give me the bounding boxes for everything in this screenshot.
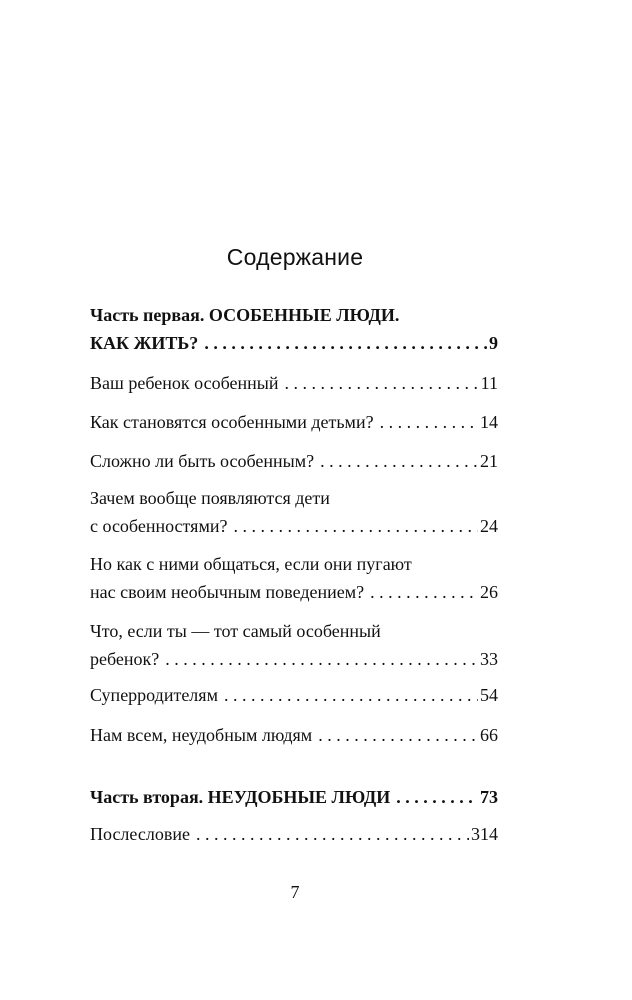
toc-entry-text: с особенностями?	[90, 516, 228, 536]
dot-leader	[204, 329, 487, 357]
dot-leader	[165, 645, 478, 673]
dot-leader	[318, 721, 478, 749]
toc-entry-part-one[interactable]	[90, 301, 498, 357]
toc-entry-text: Что, если ты — тот самый особенный	[90, 621, 381, 641]
toc-page-number: 14	[480, 412, 498, 432]
dot-leader	[224, 681, 478, 709]
toc-title: Содержание	[226, 244, 364, 270]
dot-leader	[284, 369, 478, 397]
toc-page-number: 9	[489, 333, 498, 353]
toc-page-number: 314	[471, 824, 498, 844]
toc-entry[interactable]	[90, 617, 498, 673]
toc-entry[interactable]	[90, 550, 498, 606]
toc-entry-part-two[interactable]	[90, 783, 498, 811]
page-number: 7	[290, 882, 300, 902]
toc-page-number: 24	[480, 516, 498, 536]
toc-entry[interactable]	[90, 820, 498, 848]
toc-entry-text: КАК ЖИТЬ?	[90, 333, 199, 353]
toc-page-number: 21	[480, 451, 498, 471]
toc-entry[interactable]	[90, 408, 498, 436]
toc-entry[interactable]	[90, 369, 498, 397]
toc-page-number: 11	[480, 373, 498, 393]
toc-entry-text: Нам всем, неудобным людям	[90, 725, 313, 745]
toc-page-number: 54	[480, 685, 498, 705]
toc-page-number: 66	[480, 725, 498, 745]
dot-leader	[370, 578, 478, 606]
dot-leader	[196, 820, 469, 848]
toc-entry[interactable]	[90, 721, 498, 749]
toc-entry-text: Как становятся особенными детьми?	[90, 412, 374, 432]
toc-entry-text: Суперродителям	[90, 685, 218, 705]
toc-entry-text: Часть вторая. НЕУДОБНЫЕ ЛЮДИ	[90, 787, 391, 807]
dot-leader	[396, 783, 478, 811]
dot-leader	[320, 447, 478, 475]
toc-entry-text: Зачем вообще появляются дети	[90, 488, 330, 508]
toc-entry-text: Сложно ли быть особенным?	[90, 451, 315, 471]
toc-page-number: 33	[480, 649, 498, 669]
toc-page-number: 26	[480, 582, 498, 602]
toc-entry-text: Часть первая. ОСОБЕННЫЕ ЛЮДИ.	[90, 305, 400, 325]
toc-entry-text: ребенок?	[90, 649, 160, 669]
dot-leader	[233, 512, 478, 540]
toc-entry[interactable]	[90, 484, 498, 540]
toc-entry-text: Ваш ребенок особенный	[90, 373, 279, 393]
toc-page-number: 73	[480, 787, 498, 807]
toc-entry[interactable]	[90, 681, 498, 709]
toc-entry-text: Послесловие	[90, 824, 190, 844]
toc-entry-text: нас своим необычным поведением?	[90, 582, 365, 602]
dot-leader	[380, 408, 478, 436]
toc-entry[interactable]	[90, 447, 498, 475]
toc-entry-text: Но как с ними общаться, если они пугают	[90, 554, 412, 574]
